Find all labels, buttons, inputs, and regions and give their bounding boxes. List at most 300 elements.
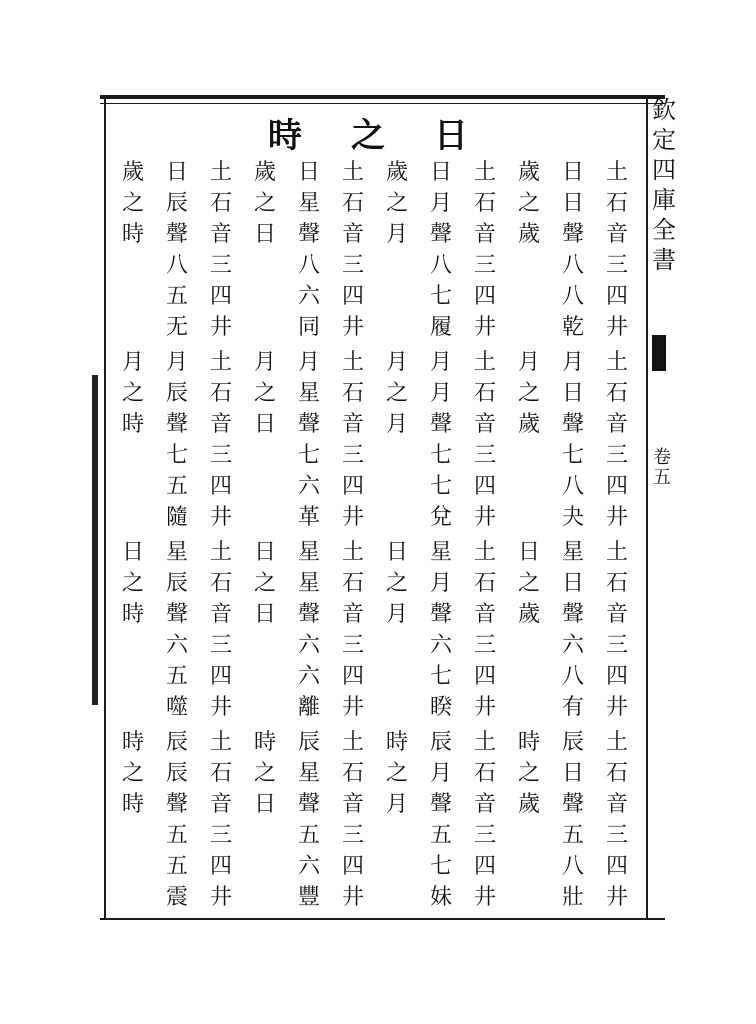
- glyph: 之: [253, 571, 276, 596]
- column-segment: [210, 730, 232, 920]
- glyph: 乾: [561, 315, 584, 340]
- glyph: 土: [209, 730, 232, 755]
- glyph: 四: [605, 854, 628, 879]
- glyph: 井: [473, 695, 496, 720]
- glyph: 四: [473, 854, 496, 879]
- column-segment: [210, 350, 232, 540]
- column-segment: [562, 540, 584, 730]
- glyph: 日: [561, 761, 584, 786]
- glyph: 四: [473, 664, 496, 689]
- glyph: 時: [385, 730, 408, 755]
- column-segment: [518, 730, 540, 920]
- glyph: 月: [121, 350, 144, 375]
- glyph: 革: [297, 505, 320, 530]
- glyph: 四: [341, 284, 364, 309]
- column-segment: [606, 730, 628, 920]
- glyph: 日: [561, 160, 584, 185]
- column-segment: [166, 160, 188, 350]
- glyph: 離: [297, 695, 320, 720]
- glyph: 歲: [517, 222, 540, 247]
- glyph: 石: [341, 191, 364, 216]
- glyph: 日: [561, 191, 584, 216]
- glyph: 聲: [297, 792, 320, 817]
- glyph: 三: [473, 253, 496, 278]
- glyph: 歲: [517, 792, 540, 817]
- glyph: 月: [517, 350, 540, 375]
- glyph: 四: [341, 664, 364, 689]
- glyph: 土: [341, 730, 364, 755]
- glyph: 音: [605, 412, 628, 437]
- column-segment: [474, 540, 496, 730]
- glyph: 月: [385, 350, 408, 375]
- glyph: 石: [605, 571, 628, 596]
- glyph: 五: [165, 823, 188, 848]
- glyph: 井: [605, 505, 628, 530]
- glyph: 三: [605, 253, 628, 278]
- fishtail-mark: [652, 335, 666, 371]
- glyph: 日: [561, 381, 584, 406]
- glyph: 五: [297, 823, 320, 848]
- glyph: 之: [385, 191, 408, 216]
- glyph: 之: [121, 571, 144, 596]
- glyph: 聲: [429, 792, 452, 817]
- column-segment: [386, 730, 408, 920]
- text-column: [463, 160, 507, 920]
- glyph: 之: [517, 761, 540, 786]
- glyph: 音: [605, 222, 628, 247]
- top-border-thin: [100, 103, 665, 104]
- glyph: 日: [297, 160, 320, 185]
- glyph: 時: [121, 222, 144, 247]
- glyph: 聲: [429, 412, 452, 437]
- glyph: 辰: [165, 761, 188, 786]
- glyph: 之: [385, 571, 408, 596]
- column-segment: [430, 540, 452, 730]
- glyph: 石: [605, 191, 628, 216]
- glyph: 聲: [561, 792, 584, 817]
- glyph: 辰: [297, 730, 320, 755]
- text-column: [551, 160, 595, 920]
- glyph: 之: [517, 381, 540, 406]
- glyph: 日: [517, 540, 540, 565]
- glyph: 七: [429, 443, 452, 468]
- glyph: 之: [385, 761, 408, 786]
- glyph: 土: [473, 350, 496, 375]
- glyph: 七: [297, 443, 320, 468]
- glyph: 三: [473, 443, 496, 468]
- glyph: 壯: [561, 885, 584, 910]
- glyph: 日: [121, 540, 144, 565]
- glyph: 三: [341, 823, 364, 848]
- column-segment: [562, 350, 584, 540]
- glyph: 日: [561, 571, 584, 596]
- column-segment: [474, 160, 496, 350]
- glyph: 四: [605, 284, 628, 309]
- glyph: 五: [429, 823, 452, 848]
- column-segment: [210, 160, 232, 350]
- glyph: 石: [605, 761, 628, 786]
- column-segment: [298, 730, 320, 920]
- glyph: 之: [253, 381, 276, 406]
- glyph: 三: [209, 253, 232, 278]
- glyph: 石: [341, 381, 364, 406]
- glyph: 月: [429, 350, 452, 375]
- glyph: 聲: [429, 222, 452, 247]
- glyph: 歲: [385, 160, 408, 185]
- glyph: 同: [297, 315, 320, 340]
- title-char: 日: [434, 115, 468, 156]
- glyph: 日: [165, 160, 188, 185]
- glyph: 八: [561, 253, 584, 278]
- column-segment: [254, 730, 276, 920]
- glyph: 四: [209, 474, 232, 499]
- glyph: 聲: [297, 602, 320, 627]
- text-column: [111, 160, 155, 920]
- glyph: 八: [561, 664, 584, 689]
- glyph: 井: [341, 885, 364, 910]
- glyph: 音: [341, 792, 364, 817]
- glyph: 音: [341, 222, 364, 247]
- glyph: 辰: [429, 730, 452, 755]
- volume-label: 卷五: [653, 447, 671, 488]
- glyph: 六: [297, 664, 320, 689]
- glyph: 六: [297, 284, 320, 309]
- glyph: 豐: [297, 885, 320, 910]
- margin-char: 書: [652, 246, 676, 274]
- glyph: 八: [429, 253, 452, 278]
- margin-char: 庫: [652, 186, 676, 214]
- scan-edge: [92, 375, 98, 705]
- glyph: 聲: [429, 602, 452, 627]
- glyph: 音: [341, 412, 364, 437]
- glyph: 音: [473, 792, 496, 817]
- glyph: 音: [341, 602, 364, 627]
- glyph: 聲: [165, 222, 188, 247]
- glyph: 土: [473, 540, 496, 565]
- text-column: [199, 160, 243, 920]
- glyph: 之: [121, 191, 144, 216]
- glyph: 音: [473, 222, 496, 247]
- glyph: 音: [473, 412, 496, 437]
- column-segment: [122, 540, 144, 730]
- column-segment: [342, 160, 364, 350]
- column-segment: [298, 160, 320, 350]
- glyph: 三: [605, 443, 628, 468]
- glyph: 月: [429, 381, 452, 406]
- glyph: 八: [561, 284, 584, 309]
- glyph: 月: [385, 412, 408, 437]
- left-border: [104, 98, 106, 918]
- glyph: 時: [121, 602, 144, 627]
- glyph: 五: [165, 284, 188, 309]
- glyph: 音: [209, 602, 232, 627]
- column-segment: [122, 350, 144, 540]
- text-column: [375, 160, 419, 920]
- glyph: 六: [297, 474, 320, 499]
- margin-char: 四: [652, 156, 676, 184]
- glyph: 井: [605, 695, 628, 720]
- glyph: 之: [121, 381, 144, 406]
- glyph: 五: [165, 474, 188, 499]
- glyph: 土: [473, 730, 496, 755]
- margin-char: 全: [652, 216, 676, 244]
- glyph: 井: [209, 315, 232, 340]
- glyph: 月: [429, 761, 452, 786]
- column-segment: [518, 350, 540, 540]
- column-segment: [474, 730, 496, 920]
- column-segment: [606, 350, 628, 540]
- glyph: 石: [473, 381, 496, 406]
- top-border-thick: [100, 95, 665, 99]
- glyph: 四: [341, 854, 364, 879]
- glyph: 聲: [297, 222, 320, 247]
- glyph: 日: [253, 602, 276, 627]
- glyph: 妹: [429, 885, 452, 910]
- glyph: 時: [253, 730, 276, 755]
- title-char: 之: [351, 115, 385, 156]
- text-column: [155, 160, 199, 920]
- right-border: [646, 98, 648, 918]
- glyph: 土: [341, 540, 364, 565]
- glyph: 之: [121, 761, 144, 786]
- column-segment: [298, 350, 320, 540]
- text-column: [287, 160, 331, 920]
- glyph: 八: [561, 854, 584, 879]
- glyph: 聲: [561, 412, 584, 437]
- glyph: 石: [209, 381, 232, 406]
- glyph: 歲: [253, 160, 276, 185]
- glyph: 星: [429, 540, 452, 565]
- glyph: 震: [165, 885, 188, 910]
- glyph: 三: [605, 823, 628, 848]
- glyph: 井: [341, 505, 364, 530]
- glyph: 石: [209, 191, 232, 216]
- glyph: 聲: [561, 222, 584, 247]
- glyph: 履: [429, 315, 452, 340]
- column-segment: [342, 350, 364, 540]
- text-column: [243, 160, 287, 920]
- glyph: 井: [605, 885, 628, 910]
- glyph: 兌: [429, 505, 452, 530]
- glyph: 月: [385, 602, 408, 627]
- glyph: 歲: [517, 602, 540, 627]
- glyph: 三: [605, 633, 628, 658]
- column-segment: [562, 160, 584, 350]
- glyph: 辰: [165, 381, 188, 406]
- title-char: 時: [268, 115, 302, 156]
- glyph: 日: [253, 540, 276, 565]
- glyph: 聲: [165, 602, 188, 627]
- text-column: [331, 160, 375, 920]
- glyph: 音: [473, 602, 496, 627]
- glyph: 土: [209, 350, 232, 375]
- glyph: 音: [605, 602, 628, 627]
- glyph: 井: [341, 695, 364, 720]
- glyph: 日: [385, 540, 408, 565]
- column-segment: [562, 730, 584, 920]
- column-segment: [254, 540, 276, 730]
- glyph: 石: [341, 571, 364, 596]
- column-segment: [430, 350, 452, 540]
- glyph: 八: [561, 474, 584, 499]
- column-segment: [430, 160, 452, 350]
- glyph: 四: [209, 854, 232, 879]
- glyph: 日: [429, 160, 452, 185]
- glyph: 土: [209, 160, 232, 185]
- text-column: [419, 160, 463, 920]
- glyph: 時: [121, 412, 144, 437]
- glyph: 五: [165, 854, 188, 879]
- margin-char: 欽: [652, 96, 676, 124]
- glyph: 日: [253, 412, 276, 437]
- glyph: 石: [473, 571, 496, 596]
- glyph: 土: [341, 160, 364, 185]
- glyph: 聲: [165, 792, 188, 817]
- glyph: 星: [297, 540, 320, 565]
- glyph: 之: [385, 381, 408, 406]
- glyph: 月: [253, 350, 276, 375]
- glyph: 六: [165, 633, 188, 658]
- glyph: 三: [473, 633, 496, 658]
- glyph: 三: [209, 823, 232, 848]
- glyph: 音: [209, 792, 232, 817]
- glyph: 歲: [121, 160, 144, 185]
- glyph: 七: [429, 474, 452, 499]
- glyph: 時: [121, 730, 144, 755]
- glyph: 石: [473, 191, 496, 216]
- glyph: 之: [517, 191, 540, 216]
- column-segment: [342, 730, 364, 920]
- glyph: 井: [605, 315, 628, 340]
- glyph: 月: [385, 792, 408, 817]
- glyph: 六: [429, 633, 452, 658]
- glyph: 土: [473, 160, 496, 185]
- glyph: 土: [605, 540, 628, 565]
- glyph: 石: [473, 761, 496, 786]
- glyph: 四: [605, 474, 628, 499]
- glyph: 土: [605, 350, 628, 375]
- glyph: 土: [605, 160, 628, 185]
- glyph: 音: [605, 792, 628, 817]
- column-segment: [386, 540, 408, 730]
- column-segment: [606, 160, 628, 350]
- glyph: 聲: [165, 412, 188, 437]
- glyph: 井: [473, 315, 496, 340]
- glyph: 土: [209, 540, 232, 565]
- glyph: 四: [473, 474, 496, 499]
- glyph: 七: [429, 854, 452, 879]
- column-segment: [430, 730, 452, 920]
- column-segment: [298, 540, 320, 730]
- glyph: 七: [561, 443, 584, 468]
- glyph: 井: [209, 695, 232, 720]
- margin-char: 定: [652, 126, 676, 154]
- glyph: 辰: [165, 571, 188, 596]
- glyph: 石: [209, 761, 232, 786]
- glyph: 无: [165, 315, 188, 340]
- glyph: 月: [429, 191, 452, 216]
- glyph: 之: [253, 191, 276, 216]
- glyph: 月: [297, 350, 320, 375]
- glyph: 石: [341, 761, 364, 786]
- column-segment: [386, 160, 408, 350]
- glyph: 三: [209, 443, 232, 468]
- glyph: 音: [209, 412, 232, 437]
- column-segment: [122, 730, 144, 920]
- glyph: 六: [297, 854, 320, 879]
- glyph: 日: [253, 792, 276, 817]
- glyph: 之: [253, 761, 276, 786]
- glyph: 四: [341, 474, 364, 499]
- glyph: 土: [341, 350, 364, 375]
- glyph: 七: [165, 443, 188, 468]
- glyph: 五: [165, 664, 188, 689]
- glyph: 辰: [165, 191, 188, 216]
- glyph: 三: [341, 633, 364, 658]
- text-column: [507, 160, 551, 920]
- glyph: 七: [429, 284, 452, 309]
- glyph: 歲: [517, 160, 540, 185]
- column-segment: [210, 540, 232, 730]
- glyph: 辰: [561, 730, 584, 755]
- glyph: 井: [473, 505, 496, 530]
- glyph: 四: [605, 664, 628, 689]
- glyph: 三: [341, 253, 364, 278]
- glyph: 聲: [561, 602, 584, 627]
- glyph: 三: [209, 633, 232, 658]
- glyph: 日: [253, 222, 276, 247]
- glyph: 隨: [165, 505, 188, 530]
- glyph: 月: [385, 222, 408, 247]
- glyph: 月: [429, 571, 452, 596]
- glyph: 辰: [165, 730, 188, 755]
- glyph: 噬: [165, 695, 188, 720]
- glyph: 井: [473, 885, 496, 910]
- column-segment: [254, 350, 276, 540]
- column-segment: [166, 730, 188, 920]
- glyph: 三: [341, 443, 364, 468]
- glyph: 時: [517, 730, 540, 755]
- glyph: 星: [165, 540, 188, 565]
- column-segment: [518, 160, 540, 350]
- glyph: 五: [561, 823, 584, 848]
- glyph: 六: [561, 633, 584, 658]
- column-segment: [166, 540, 188, 730]
- column-segment: [518, 540, 540, 730]
- glyph: 四: [209, 284, 232, 309]
- column-segment: [474, 350, 496, 540]
- glyph: 井: [209, 885, 232, 910]
- glyph: 星: [297, 191, 320, 216]
- glyph: 星: [561, 540, 584, 565]
- column-segment: [254, 160, 276, 350]
- glyph: 月: [561, 350, 584, 375]
- glyph: 夬: [561, 505, 584, 530]
- glyph: 星: [297, 761, 320, 786]
- margin-header: [650, 95, 678, 275]
- glyph: 三: [473, 823, 496, 848]
- column-segment: [122, 160, 144, 350]
- glyph: 井: [341, 315, 364, 340]
- column-segment: [386, 350, 408, 540]
- glyph: 時: [121, 792, 144, 817]
- page-title: [268, 112, 468, 156]
- glyph: 四: [209, 664, 232, 689]
- column-segment: [166, 350, 188, 540]
- text-column: [595, 160, 639, 920]
- glyph: 之: [517, 571, 540, 596]
- glyph: 星: [297, 381, 320, 406]
